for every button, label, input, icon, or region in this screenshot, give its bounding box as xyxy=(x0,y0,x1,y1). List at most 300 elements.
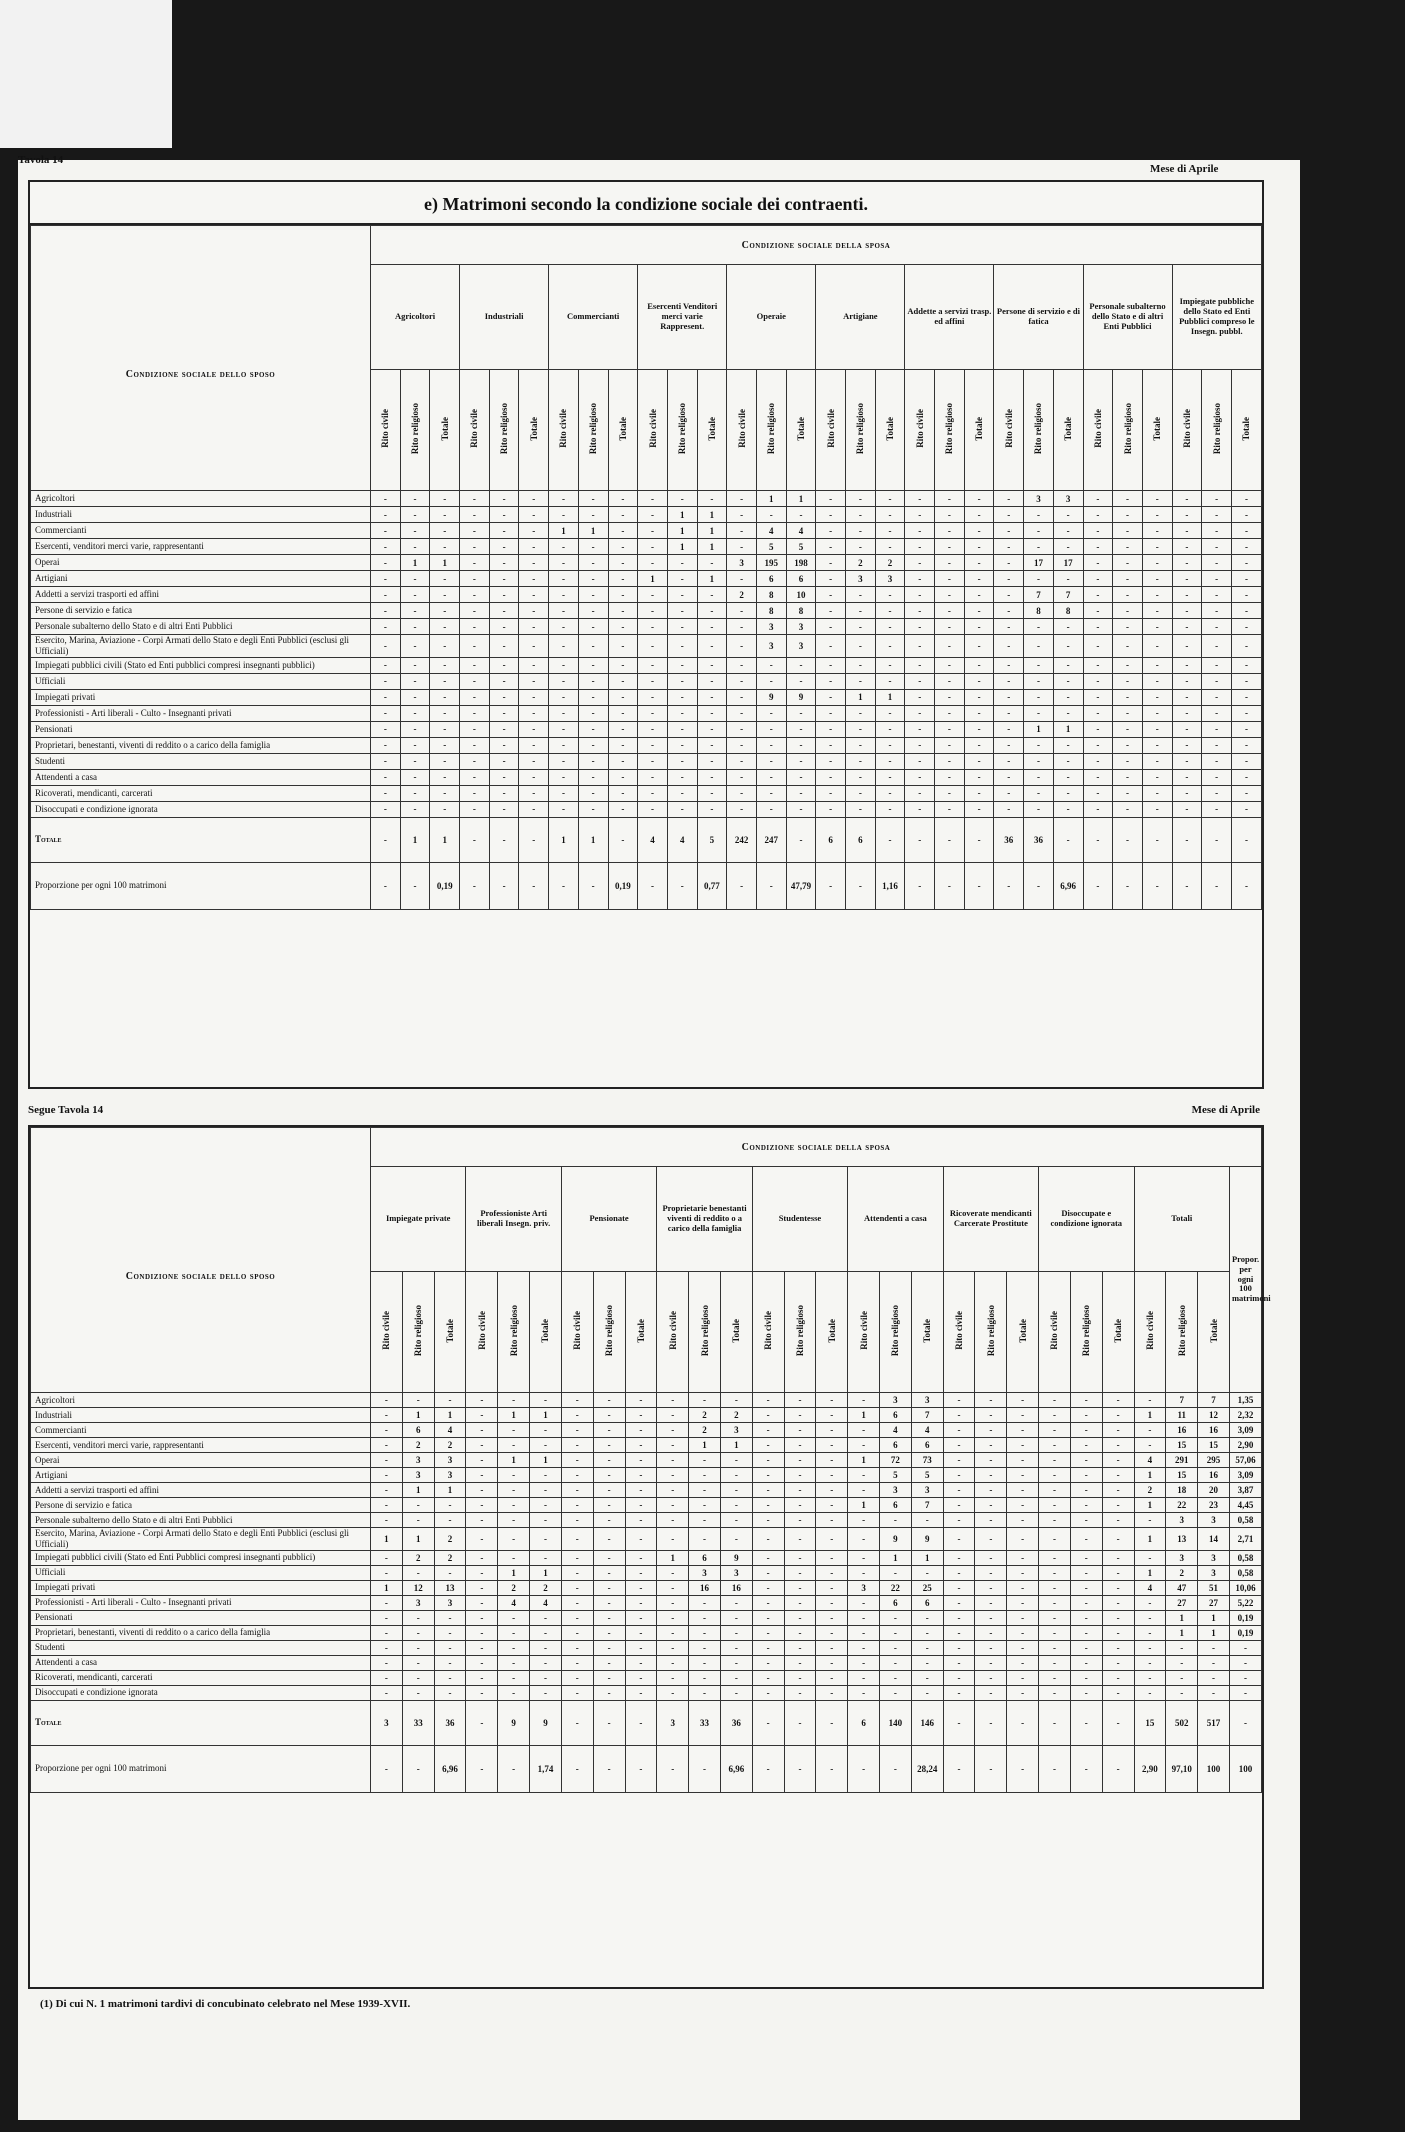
sub-header xyxy=(1007,1272,1039,1393)
cell-value: - xyxy=(625,1513,657,1528)
cell-value: 16 xyxy=(1198,1468,1230,1483)
cell-value: - xyxy=(994,491,1024,507)
cell-value: - xyxy=(400,769,430,785)
cell-value: - xyxy=(1102,1655,1134,1670)
cell-value: 3 xyxy=(1166,1550,1198,1565)
cell-value: 3 xyxy=(720,1423,752,1438)
cell-value: - xyxy=(625,1528,657,1551)
cell-value: - xyxy=(1053,507,1083,523)
sub-header xyxy=(1053,370,1083,491)
total-value: - xyxy=(1039,1700,1071,1745)
cell-value: - xyxy=(816,1423,848,1438)
cell-value: - xyxy=(460,737,490,753)
cell-value: - xyxy=(816,1528,848,1551)
cell-value: - xyxy=(943,1453,975,1468)
cell-value: - xyxy=(784,1408,816,1423)
cell-value: - xyxy=(1113,737,1143,753)
cell-value: - xyxy=(657,1640,689,1655)
cell-value: - xyxy=(935,657,965,673)
cell-value: - xyxy=(530,1468,562,1483)
cell-value: - xyxy=(720,1655,752,1670)
total-value: 140 xyxy=(880,1700,912,1745)
sub-header xyxy=(905,370,935,491)
cell-value: - xyxy=(1007,1393,1039,1408)
cell-value: 2 xyxy=(434,1550,466,1565)
cell-value: 1 xyxy=(1166,1610,1198,1625)
cell-value: - xyxy=(697,657,727,673)
cell-value: - xyxy=(489,657,519,673)
sub-header xyxy=(625,1272,657,1393)
cell-value: - xyxy=(657,1595,689,1610)
cell-value: - xyxy=(460,657,490,673)
cell-value: - xyxy=(1024,785,1054,801)
sub-header xyxy=(846,370,876,491)
cell-value: - xyxy=(905,539,935,555)
cell-value: - xyxy=(489,705,519,721)
cell-value: - xyxy=(489,555,519,571)
cell-value: - xyxy=(400,753,430,769)
cell-value: - xyxy=(549,571,579,587)
cell-value: - xyxy=(935,523,965,539)
sub-header-text: Totale xyxy=(528,416,539,441)
cell-value: - xyxy=(1070,1483,1102,1498)
cell-value: - xyxy=(1113,657,1143,673)
cell-value: - xyxy=(657,1610,689,1625)
cell-value: - xyxy=(964,753,994,769)
table-row xyxy=(31,721,1262,737)
cell-value: - xyxy=(1134,1423,1166,1438)
cell-value: - xyxy=(638,689,668,705)
cell-value: - xyxy=(875,587,905,603)
cell-value: - xyxy=(638,673,668,689)
table-row xyxy=(31,1580,1262,1595)
cell-value: - xyxy=(905,721,935,737)
cell-value: 2,32 xyxy=(1229,1408,1261,1423)
cell-value: - xyxy=(943,1670,975,1685)
cell-value: - xyxy=(1202,657,1232,673)
continuation-month: Mese di Aprile xyxy=(1191,1104,1260,1116)
cell-value: 3 xyxy=(434,1453,466,1468)
cell-value: 4 xyxy=(756,523,786,539)
cell-value: - xyxy=(875,753,905,769)
cell-value: - xyxy=(1083,769,1113,785)
cell-value: - xyxy=(1134,1438,1166,1453)
cell-value: 1 xyxy=(697,507,727,523)
sub-header xyxy=(371,1272,403,1393)
total-label: Totale xyxy=(31,817,371,862)
cell-value: - xyxy=(1102,1550,1134,1565)
proportion-value: 0,77 xyxy=(697,862,727,909)
cell-value: 2 xyxy=(689,1423,721,1438)
cell-value: - xyxy=(905,689,935,705)
cell-value: - xyxy=(720,1483,752,1498)
cell-value: - xyxy=(697,721,727,737)
row-label: Commercianti xyxy=(31,523,371,539)
cell-value: - xyxy=(911,1640,943,1655)
cell-value: - xyxy=(430,673,460,689)
total-value: 9 xyxy=(498,1700,530,1745)
cell-value: - xyxy=(466,1438,498,1453)
row-label: Ricoverati, mendicanti, carcerati xyxy=(31,785,371,801)
cell-value: - xyxy=(657,1685,689,1700)
cell-value: - xyxy=(1070,1685,1102,1700)
proportion-value: 0,19 xyxy=(608,862,638,909)
cell-value: - xyxy=(1083,507,1113,523)
cell-value: - xyxy=(1039,1498,1071,1513)
sub-header xyxy=(400,370,430,491)
cell-value: - xyxy=(549,603,579,619)
cell-value: - xyxy=(489,507,519,523)
cell-value: - xyxy=(498,1483,530,1498)
group-header: Totali xyxy=(1134,1167,1229,1272)
cell-value: - xyxy=(593,1513,625,1528)
cell-value: - xyxy=(466,1625,498,1640)
cell-value: - xyxy=(816,571,846,587)
cell-value: 3 xyxy=(689,1565,721,1580)
cell-value: - xyxy=(786,785,816,801)
cell-value: - xyxy=(1202,571,1232,587)
cell-value: - xyxy=(489,769,519,785)
cell-value: - xyxy=(657,1670,689,1685)
cell-value: 2 xyxy=(402,1438,434,1453)
cell-value: - xyxy=(400,619,430,635)
row-label: Esercenti, venditori merci varie, rappresentanti xyxy=(31,539,371,555)
cell-value: - xyxy=(752,1655,784,1670)
cell-value: 5,22 xyxy=(1229,1595,1261,1610)
cell-value: - xyxy=(1007,1580,1039,1595)
proportion-value: 28,24 xyxy=(911,1745,943,1792)
cell-value: - xyxy=(638,603,668,619)
cell-value: - xyxy=(667,801,697,817)
cell-value: - xyxy=(667,689,697,705)
cell-value: - xyxy=(964,705,994,721)
cell-value: - xyxy=(905,587,935,603)
cell-value: - xyxy=(994,689,1024,705)
cell-value: - xyxy=(430,619,460,635)
cell-value: - xyxy=(964,491,994,507)
cell-value: - xyxy=(430,507,460,523)
cell-value: 1 xyxy=(697,523,727,539)
cell-value: - xyxy=(1231,603,1261,619)
cell-value: - xyxy=(466,1528,498,1551)
cell-value: - xyxy=(530,1528,562,1551)
cell-value: - xyxy=(720,1610,752,1625)
cell-value: - xyxy=(638,619,668,635)
cell-value: - xyxy=(994,555,1024,571)
cell-value: 3 xyxy=(1198,1550,1230,1565)
cell-value: - xyxy=(371,555,401,571)
cell-value: - xyxy=(752,1550,784,1565)
cell-value: - xyxy=(430,721,460,737)
cell-value: - xyxy=(371,1610,403,1625)
cell-value: - xyxy=(1070,1528,1102,1551)
cell-value: - xyxy=(625,1468,657,1483)
cell-value: 1 xyxy=(434,1408,466,1423)
cell-value: - xyxy=(786,801,816,817)
cell-value: - xyxy=(1142,603,1172,619)
cell-value: - xyxy=(1229,1685,1261,1700)
sub-header-text: Rito religioso xyxy=(1081,1304,1092,1357)
cell-value: - xyxy=(848,1550,880,1565)
total-value: 3 xyxy=(657,1700,689,1745)
sub-header xyxy=(519,370,549,491)
cell-value: 27 xyxy=(1198,1595,1230,1610)
row-label: Operai xyxy=(31,1453,371,1468)
total-value: 5 xyxy=(697,817,727,862)
group-header: Impiegate pubbliche dello Stato ed Enti Pubblici compreso le Insegn. pubbl. xyxy=(1172,265,1261,370)
cell-value: 3 xyxy=(1166,1513,1198,1528)
cell-value: - xyxy=(964,737,994,753)
total-row xyxy=(31,817,1262,862)
cell-value: - xyxy=(975,1655,1007,1670)
cell-value: - xyxy=(1053,785,1083,801)
cell-value: - xyxy=(875,635,905,658)
cell-value: - xyxy=(1142,753,1172,769)
cell-value: - xyxy=(1202,523,1232,539)
bride-condition-header: Condizione sociale della sposa xyxy=(371,226,1262,265)
cell-value: - xyxy=(625,1453,657,1468)
cell-value: - xyxy=(400,507,430,523)
group-header: Personale subalterno dello Stato e di altri Enti Pubblici xyxy=(1083,265,1172,370)
cell-value: - xyxy=(720,1670,752,1685)
cell-value: 47 xyxy=(1166,1580,1198,1595)
cell-value: - xyxy=(1083,571,1113,587)
cell-value: - xyxy=(1113,721,1143,737)
cell-value: - xyxy=(1102,1453,1134,1468)
cell-value: - xyxy=(727,753,757,769)
cell-value: - xyxy=(964,587,994,603)
cell-value: 9 xyxy=(911,1528,943,1551)
cell-value: 7 xyxy=(1166,1393,1198,1408)
table-row xyxy=(31,1393,1262,1408)
cell-value: - xyxy=(784,1565,816,1580)
cell-value: - xyxy=(466,1408,498,1423)
cell-value: - xyxy=(935,619,965,635)
sub-header xyxy=(1070,1272,1102,1393)
cell-value: - xyxy=(371,1393,403,1408)
row-label: Studenti xyxy=(31,1640,371,1655)
cell-value: - xyxy=(1134,1625,1166,1640)
cell-value: - xyxy=(1053,705,1083,721)
cell-value: - xyxy=(994,785,1024,801)
proportion-value: - xyxy=(1202,862,1232,909)
cell-value: - xyxy=(561,1468,593,1483)
proportion-value: - xyxy=(727,862,757,909)
cell-value: - xyxy=(905,571,935,587)
sub-header xyxy=(460,370,490,491)
cell-value: - xyxy=(975,1408,1007,1423)
cell-value: - xyxy=(1231,571,1261,587)
cell-value: - xyxy=(657,1483,689,1498)
cell-value: 1 xyxy=(875,689,905,705)
cell-value: - xyxy=(935,785,965,801)
cell-value: - xyxy=(561,1685,593,1700)
cell-value: 1 xyxy=(848,1408,880,1423)
row-label: Commercianti xyxy=(31,1423,371,1438)
proportion-value: 100 xyxy=(1229,1745,1261,1792)
cell-value: - xyxy=(846,603,876,619)
table-row xyxy=(31,1655,1262,1670)
cell-value: - xyxy=(816,1513,848,1528)
total-value: - xyxy=(752,1700,784,1745)
cell-value: - xyxy=(402,1670,434,1685)
cell-value: - xyxy=(530,1685,562,1700)
cell-value: - xyxy=(975,1393,1007,1408)
cell-value: - xyxy=(994,603,1024,619)
groom-condition-header: Condizione sociale dello sposo xyxy=(31,226,371,491)
cell-value: - xyxy=(964,603,994,619)
table-row xyxy=(31,1498,1262,1513)
cell-value: - xyxy=(689,1468,721,1483)
cell-value: - xyxy=(519,785,549,801)
cell-value: - xyxy=(905,491,935,507)
table-row xyxy=(31,1528,1262,1551)
cell-value: - xyxy=(786,673,816,689)
sub-header xyxy=(816,1272,848,1393)
cell-value: - xyxy=(498,1438,530,1453)
cell-value: - xyxy=(1024,507,1054,523)
cell-value: - xyxy=(1142,539,1172,555)
table-row xyxy=(31,619,1262,635)
cell-value: - xyxy=(430,753,460,769)
cell-value: 3 xyxy=(1053,491,1083,507)
cell-value: - xyxy=(578,491,608,507)
cell-value: - xyxy=(498,1550,530,1565)
cell-value: - xyxy=(519,801,549,817)
sub-header xyxy=(964,370,994,491)
cell-value: - xyxy=(430,635,460,658)
cell-value: - xyxy=(1113,603,1143,619)
cell-value: - xyxy=(994,801,1024,817)
cell-value: - xyxy=(625,1498,657,1513)
cell-value: 1 xyxy=(1134,1408,1166,1423)
cell-value: 1 xyxy=(1198,1610,1230,1625)
cell-value: - xyxy=(466,1393,498,1408)
cell-value: 15 xyxy=(1166,1438,1198,1453)
cell-value: - xyxy=(519,657,549,673)
total-value: - xyxy=(608,817,638,862)
cell-value: - xyxy=(638,705,668,721)
cell-value: - xyxy=(489,721,519,737)
cell-value: - xyxy=(943,1498,975,1513)
sub-header-text: Rito civile xyxy=(667,1311,678,1350)
sub-header-text: Totale xyxy=(1017,1318,1028,1343)
total-value: 36 xyxy=(434,1700,466,1745)
cell-value: - xyxy=(638,587,668,603)
cell-value: - xyxy=(519,523,549,539)
cell-value: - xyxy=(466,1423,498,1438)
cell-value: - xyxy=(371,635,401,658)
cell-value: - xyxy=(943,1580,975,1595)
cell-value: - xyxy=(1142,523,1172,539)
cell-value: - xyxy=(935,571,965,587)
cell-value: - xyxy=(994,737,1024,753)
cell-value: - xyxy=(964,657,994,673)
proportion-value: 100 xyxy=(1198,1745,1230,1792)
cell-value: - xyxy=(816,1610,848,1625)
cell-value: - xyxy=(578,657,608,673)
cell-value: - xyxy=(400,523,430,539)
cell-value: - xyxy=(371,801,401,817)
cell-value: - xyxy=(756,785,786,801)
cell-value: - xyxy=(697,587,727,603)
proportion-value: - xyxy=(880,1745,912,1792)
proportion-value: - xyxy=(752,1745,784,1792)
cell-value: - xyxy=(489,801,519,817)
cell-value: - xyxy=(1142,555,1172,571)
cell-value: - xyxy=(1024,769,1054,785)
cell-value: - xyxy=(935,555,965,571)
cell-value: - xyxy=(657,1408,689,1423)
cell-value: - xyxy=(1024,539,1054,555)
cell-value: - xyxy=(848,1423,880,1438)
cell-value: - xyxy=(1231,673,1261,689)
cell-value: - xyxy=(400,491,430,507)
cell-value: - xyxy=(1231,769,1261,785)
cell-value: - xyxy=(530,1423,562,1438)
sub-header-text: Rito religioso xyxy=(890,1304,901,1357)
cell-value: - xyxy=(460,753,490,769)
cell-value: - xyxy=(935,635,965,658)
cell-value: - xyxy=(489,689,519,705)
sub-header xyxy=(1166,1272,1198,1393)
cell-value: - xyxy=(638,785,668,801)
proportion-row xyxy=(31,862,1262,909)
cell-value: - xyxy=(1231,507,1261,523)
total-value: 1 xyxy=(430,817,460,862)
cell-value: - xyxy=(371,1468,403,1483)
proportion-value: - xyxy=(1024,862,1054,909)
cell-value: - xyxy=(1070,1655,1102,1670)
cell-value: - xyxy=(689,1625,721,1640)
cell-value: - xyxy=(498,1640,530,1655)
cell-value: - xyxy=(1134,1595,1166,1610)
cell-value: - xyxy=(578,635,608,658)
cell-value: - xyxy=(1039,1483,1071,1498)
cell-value: - xyxy=(1202,507,1232,523)
cell-value: - xyxy=(371,753,401,769)
cell-value: - xyxy=(784,1468,816,1483)
cell-value: 11 xyxy=(1166,1408,1198,1423)
cell-value: - xyxy=(994,507,1024,523)
row-label: Agricoltori xyxy=(31,491,371,507)
proportion-value: - xyxy=(1070,1745,1102,1792)
cell-value: - xyxy=(638,801,668,817)
cell-value: - xyxy=(608,801,638,817)
cell-value: - xyxy=(816,539,846,555)
cell-value: - xyxy=(1039,1580,1071,1595)
cell-value: - xyxy=(1039,1513,1071,1528)
table-row xyxy=(31,1513,1262,1528)
table-row xyxy=(31,1550,1262,1565)
cell-value: - xyxy=(1053,737,1083,753)
cell-value: - xyxy=(371,1565,403,1580)
cell-value: - xyxy=(880,1610,912,1625)
cell-value: - xyxy=(608,721,638,737)
cell-value: - xyxy=(578,801,608,817)
cell-value: - xyxy=(549,673,579,689)
cell-value: - xyxy=(1053,673,1083,689)
cell-value: 9 xyxy=(756,689,786,705)
cell-value: - xyxy=(1083,737,1113,753)
cell-value: - xyxy=(460,785,490,801)
cell-value: - xyxy=(1231,705,1261,721)
cell-value: - xyxy=(905,555,935,571)
cell-value: - xyxy=(1166,1640,1198,1655)
cell-value: - xyxy=(816,1685,848,1700)
cell-value: 6 xyxy=(786,571,816,587)
row-label: Esercito, Marina, Aviazione - Corpi Armati dello Stato e degli Enti Pubblici (esclusi gli Ufficiali) xyxy=(31,1528,371,1551)
